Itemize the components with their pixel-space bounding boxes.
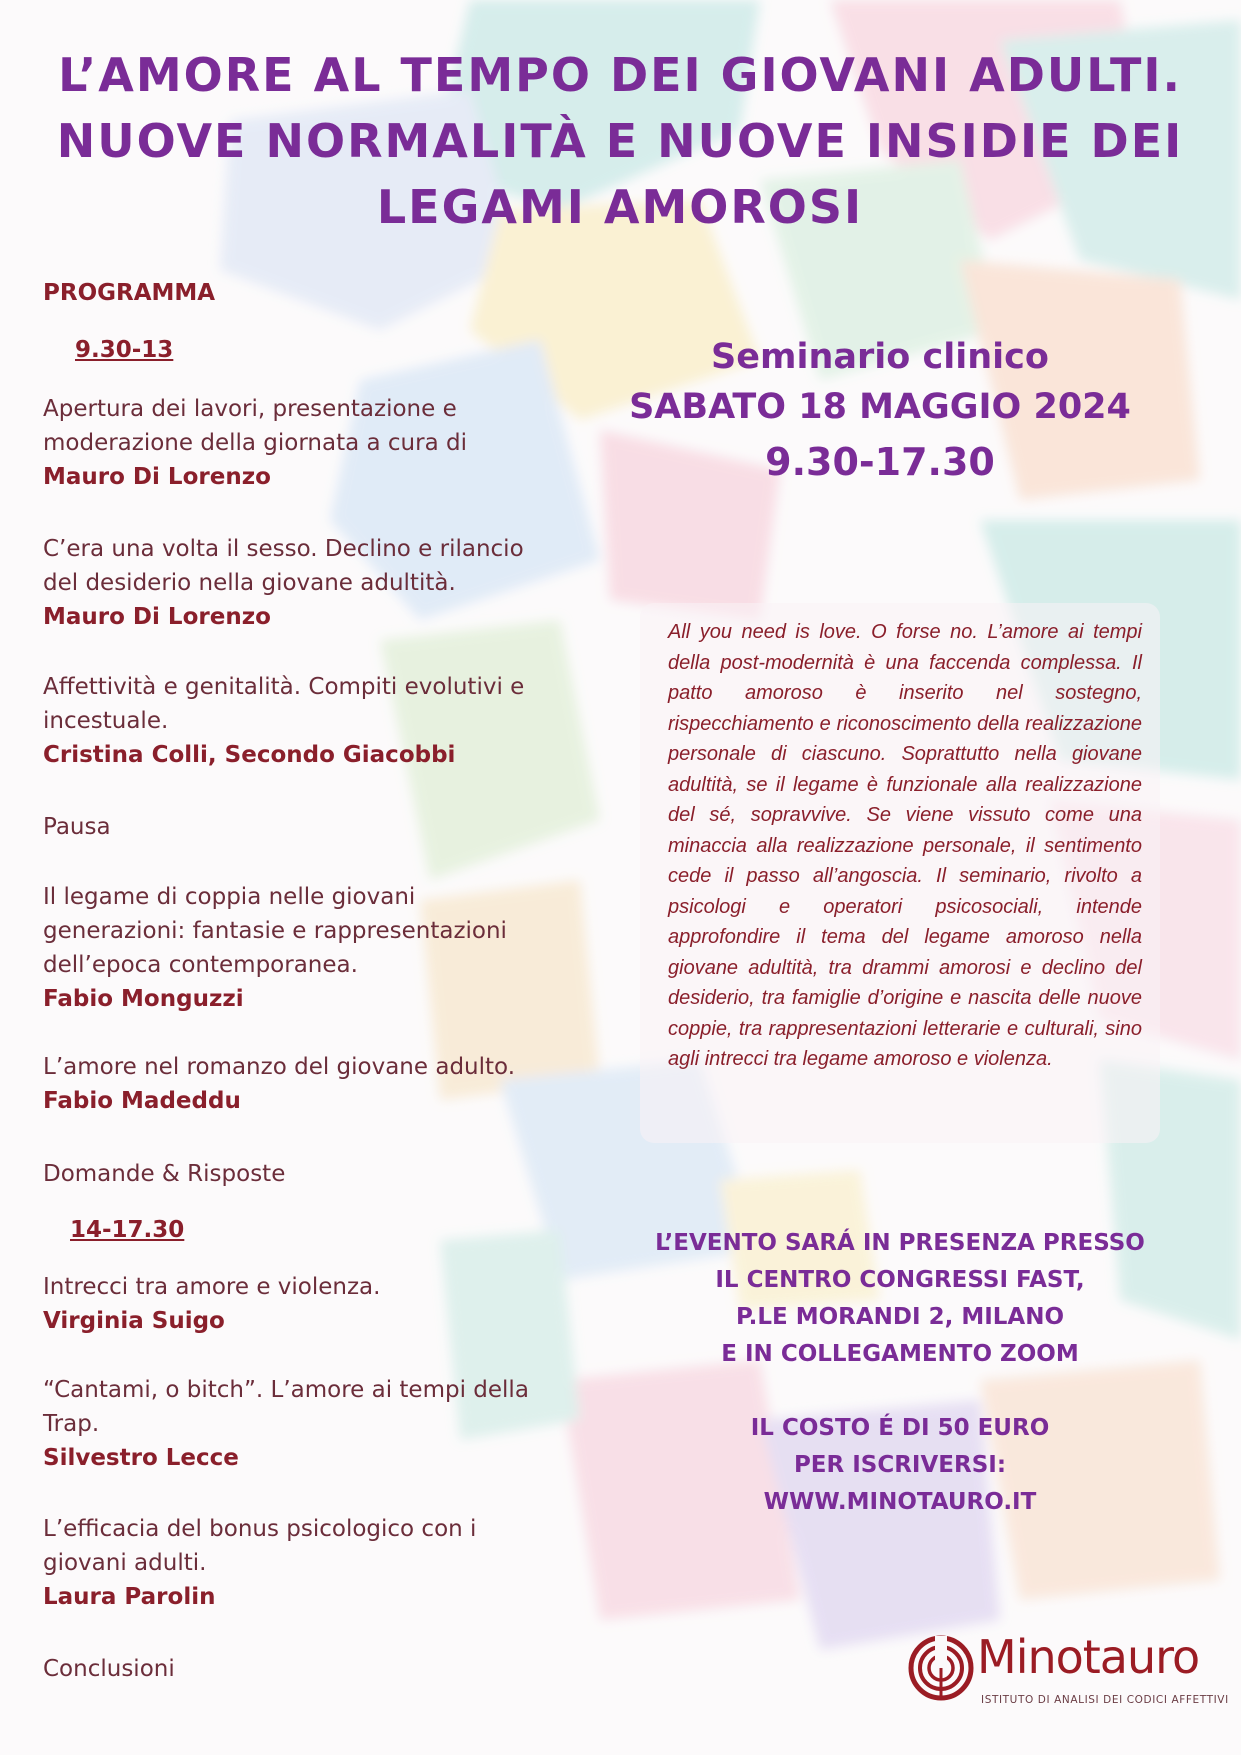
program-item-speaker: Virginia Suigo bbox=[43, 1308, 225, 1334]
program-item-title: L’amore nel romanzo del giovane adulto. bbox=[43, 1054, 516, 1080]
minotauro-swirl-icon bbox=[905, 1630, 977, 1710]
program-item-speaker: Laura Parolin bbox=[43, 1584, 216, 1610]
event-line-2: IL CENTRO CONGRESSI FAST, bbox=[715, 1267, 1085, 1293]
program-item bbox=[43, 880, 563, 1016]
title-line-3: LEGAMI AMOROSI bbox=[376, 180, 864, 234]
program-item-speaker: Mauro Di Lorenzo bbox=[43, 464, 271, 490]
minotauro-logo bbox=[905, 1630, 1229, 1720]
logo-tagline: ISTITUTO DI ANALISI DEI CODICI AFFETTIVI bbox=[981, 1694, 1229, 1706]
title-line-1: L’AMORE AL TEMPO DEI GIOVANI ADULTI. bbox=[58, 48, 1182, 102]
program-item bbox=[43, 670, 563, 772]
seminar-date: SABATO 18 MAGGIO 2024 bbox=[629, 387, 1131, 427]
program-item bbox=[43, 1373, 563, 1475]
program-item-speaker: Silvestro Lecce bbox=[43, 1445, 239, 1471]
program-heading: PROGRAMMA bbox=[43, 280, 216, 306]
seminar-type: Seminario clinico bbox=[711, 337, 1049, 377]
registration-link[interactable]: WWW.MINOTAURO.IT bbox=[763, 1489, 1037, 1515]
program-item-title: Affettività e genitalità. Compiti evolutivi e incestuale. bbox=[43, 674, 525, 734]
program-item-title: Conclusioni bbox=[43, 1656, 175, 1682]
program-item bbox=[43, 392, 563, 494]
program-item-title: Domande & Risposte bbox=[43, 1161, 286, 1187]
program-item-title: Il legame di coppia nelle giovani generazioni: fantasie e rappresentazioni dell’epoca contemporanea. bbox=[43, 884, 507, 978]
event-line-3: P.LE MORANDI 2, MILANO bbox=[735, 1304, 1065, 1330]
program-item-speaker: Fabio Madeddu bbox=[43, 1088, 241, 1114]
program-item bbox=[43, 1652, 563, 1686]
event-line-1: L’EVENTO SARÁ IN PRESENZA PRESSO bbox=[655, 1230, 1145, 1256]
event-location bbox=[640, 1225, 1160, 1373]
program-item bbox=[43, 1270, 563, 1338]
program-item-title: L’efficacia del bonus psicologico con i giovani adulti. bbox=[43, 1516, 477, 1576]
cost-line-2: PER ISCRIVERSI: bbox=[793, 1452, 1007, 1478]
program-item bbox=[43, 810, 563, 844]
event-line-4: E IN COLLEGAMENTO ZOOM bbox=[721, 1341, 1079, 1367]
program-item-speaker: Mauro Di Lorenzo bbox=[43, 604, 271, 630]
program-item bbox=[43, 1157, 563, 1191]
program-item-title: Pausa bbox=[43, 814, 111, 840]
logo-name: Minotauro bbox=[977, 1630, 1200, 1684]
program-item bbox=[43, 1512, 563, 1614]
seminar-hours: 9.30-17.30 bbox=[765, 440, 995, 484]
cost-line-1: IL COSTO É DI 50 EURO bbox=[750, 1415, 1050, 1441]
abstract-text: All you need is love. O forse no. L’amore ai tempi della post-modernità è una faccenda complessa. Il patto amoroso è inserito nel sostegno, rispecchiamento e riconoscimento della realizzazione personale di ciascuno. Soprattutto nella giovane adultità, se il legame è funzionale alla realizzazione del sé, sopravvive. Se viene vissuto come una minaccia alla realizzazione personale, il sentimento cede il passo all’angoscia. Il seminario, rivolto a psicologi e operatori psicosociali, intende approfondire il tema del legame amoroso nella giovane adultità, tra drammi amorosi e declino del desiderio, tra famiglie d’origine e nascita delle nuove coppie, tra rappresentazioni letterarie e culturali, sino agli intrecci tra legame amoroso e violenza. bbox=[668, 621, 1142, 1070]
program-item-title: C’era una volta il sesso. Declino e rilancio del desiderio nella giovane adultità. bbox=[43, 536, 524, 596]
cost-info bbox=[640, 1410, 1160, 1521]
abstract-box bbox=[640, 603, 1160, 1143]
program-item-speaker: Cristina Colli, Secondo Giacobbi bbox=[43, 742, 456, 768]
program-item bbox=[43, 1050, 563, 1118]
program-item-title: “Cantami, o bitch”. L’amore ai tempi della Trap. bbox=[43, 1377, 529, 1437]
seminar-info bbox=[620, 332, 1140, 492]
program-item-title: Intrecci tra amore e violenza. bbox=[43, 1274, 381, 1300]
title-line-2: NUOVE NORMALITÀ E NUOVE INSIDIE DEI bbox=[56, 114, 1184, 168]
page-title bbox=[40, 42, 1200, 240]
program-item bbox=[43, 532, 563, 634]
morning-time: 9.30-13 bbox=[75, 337, 174, 363]
afternoon-time: 14-17.30 bbox=[70, 1217, 185, 1243]
program-item-speaker: Fabio Monguzzi bbox=[43, 986, 244, 1012]
program-item-title: Apertura dei lavori, presentazione e moderazione della giornata a cura di bbox=[43, 396, 467, 456]
